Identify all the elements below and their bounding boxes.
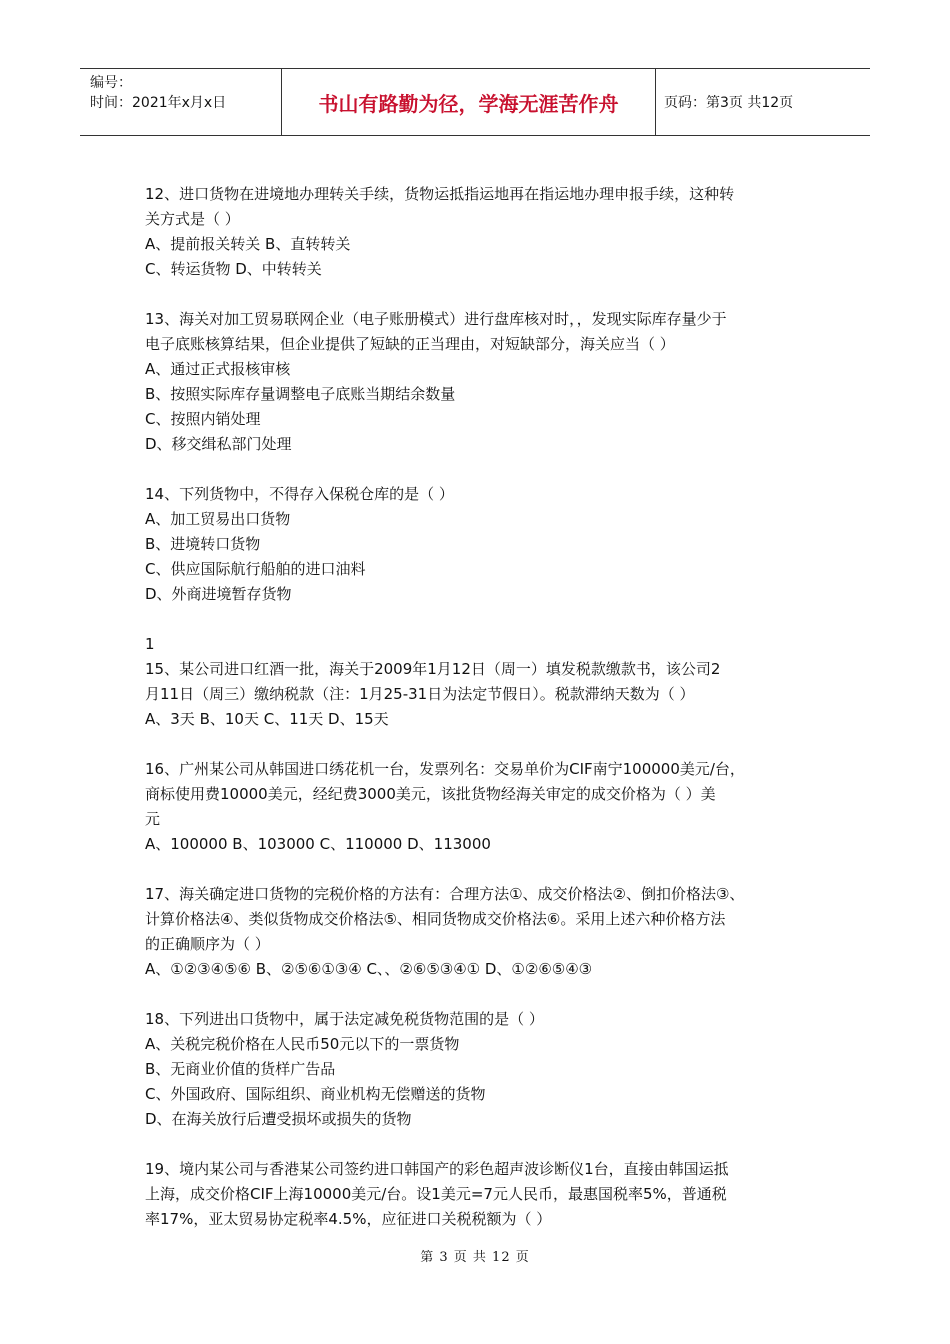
question-line: 率17%，亚太贸易协定税率4.5%，应征进口关税税额为（ ） <box>145 1210 552 1228</box>
answer-option: C、按照内销处理 <box>145 410 261 428</box>
question-12 <box>145 182 810 282</box>
question-line: 12、进口货物在进境地办理转关手续，货物运抵指运地再在指运地办理申报手续，这种转 <box>145 185 735 203</box>
question-18 <box>145 1007 810 1132</box>
question-14 <box>145 482 810 607</box>
answer-options: C、转运货物 D、中转转关 <box>145 260 322 278</box>
answer-option: D、在海关放行后遭受损坏或损失的货物 <box>145 1110 412 1128</box>
answer-option: A、关税完税价格在人民币50元以下的一票货物 <box>145 1035 460 1053</box>
answer-option: A、通过正式报核审核 <box>145 360 291 378</box>
question-line: 元 <box>145 810 161 828</box>
question-line: 商标使用费10000美元，经纪费3000美元，该批货物经海关审定的成交价格为（ ）美 <box>145 785 716 803</box>
question-line: 计算价格法④、类似货物成交价格法⑤、相同货物成交价格法⑥。采用上述六种价格方法 <box>145 910 726 928</box>
answer-option: B、无商业价值的货样广告品 <box>145 1060 336 1078</box>
answer-option: D、外商进境暂存货物 <box>145 585 292 603</box>
answer-option: C、供应国际航行船舶的进口油料 <box>145 560 366 578</box>
answer-options: A、提前报关转关 B、直转转关 <box>145 235 351 253</box>
answer-option: B、按照实际库存量调整电子底账当期结余数量 <box>145 385 456 403</box>
answer-options: A、100000 B、103000 C、110000 D、113000 <box>145 835 491 853</box>
header-meta <box>80 69 282 135</box>
question-line: 14、下列货物中，不得存入保税仓库的是（ ） <box>145 485 454 503</box>
answer-option: A、加工贸易出口货物 <box>145 510 291 528</box>
page-footer: 第 3 页 共 12 页 <box>420 1250 530 1265</box>
header-page-info: 页码：第3页 共12页 <box>664 95 794 111</box>
question-line: 电子底账核算结果，但企业提供了短缺的正当理由，对短缺部分，海关应当（ ） <box>145 335 675 353</box>
question-line: 的正确顺序为（ ） <box>145 935 270 953</box>
answer-options: A、①②③④⑤⑥ B、②⑤⑥①③④ C、、②⑥⑤③④① D、①②⑥⑤④③ <box>145 960 593 978</box>
answer-option: D、移交缉私部门处理 <box>145 435 292 453</box>
document-time-label: 时间：2021年x月x日 <box>90 95 227 111</box>
document-number-label: 编号： <box>90 75 132 91</box>
header-motto: 书山有路勤为径，学海无涯苦作舟 <box>282 69 656 135</box>
question-line: 15、某公司进口红酒一批，海关于2009年1月12日（周一）填发税款缴款书，该公司2 <box>145 660 721 678</box>
question-line: 17、海关确定进口货物的完税价格的方法有：合理方法①、成交价格法②、倒扣价格法③、 <box>145 885 745 903</box>
question-line: 18、下列进出口货物中，属于法定减免税货物范围的是（ ） <box>145 1010 544 1028</box>
question-line: 19、境内某公司与香港某公司签约进口韩国产的彩色超声波诊断仪1台，直接由韩国运抵 <box>145 1160 729 1178</box>
question-17 <box>145 882 810 982</box>
question-line: 13、海关对加工贸易联网企业（电子账册模式）进行盘库核对时，，发现实际库存量少于 <box>145 310 727 328</box>
answer-option: B、进境转口货物 <box>145 535 261 553</box>
question-15 <box>145 632 810 732</box>
question-line: 16、广州某公司从韩国进口绣花机一台，发票列名：交易单价为CIF南宁100000美元/台， <box>145 760 745 778</box>
question-19 <box>145 1157 810 1232</box>
question-line: 关方式是（ ） <box>145 210 240 228</box>
answer-option: C、外国政府、国际组织、商业机构无偿赠送的货物 <box>145 1085 486 1103</box>
question-13 <box>145 307 810 457</box>
page-marker: 1 <box>145 635 155 653</box>
question-line: 上海，成交价格CIF上海10000美元/台。设1美元=7元人民币，最惠国税率5%，普通税 <box>145 1185 727 1203</box>
question-line: 月11日（周三）缴纳税款（注：1月25-31日为法定节假日）。税款滞纳天数为（ ） <box>145 685 695 703</box>
question-list <box>145 182 810 1257</box>
answer-options: A、3天 B、10天 C、11天 D、15天 <box>145 710 389 728</box>
question-16 <box>145 757 810 857</box>
page-header <box>80 68 870 136</box>
